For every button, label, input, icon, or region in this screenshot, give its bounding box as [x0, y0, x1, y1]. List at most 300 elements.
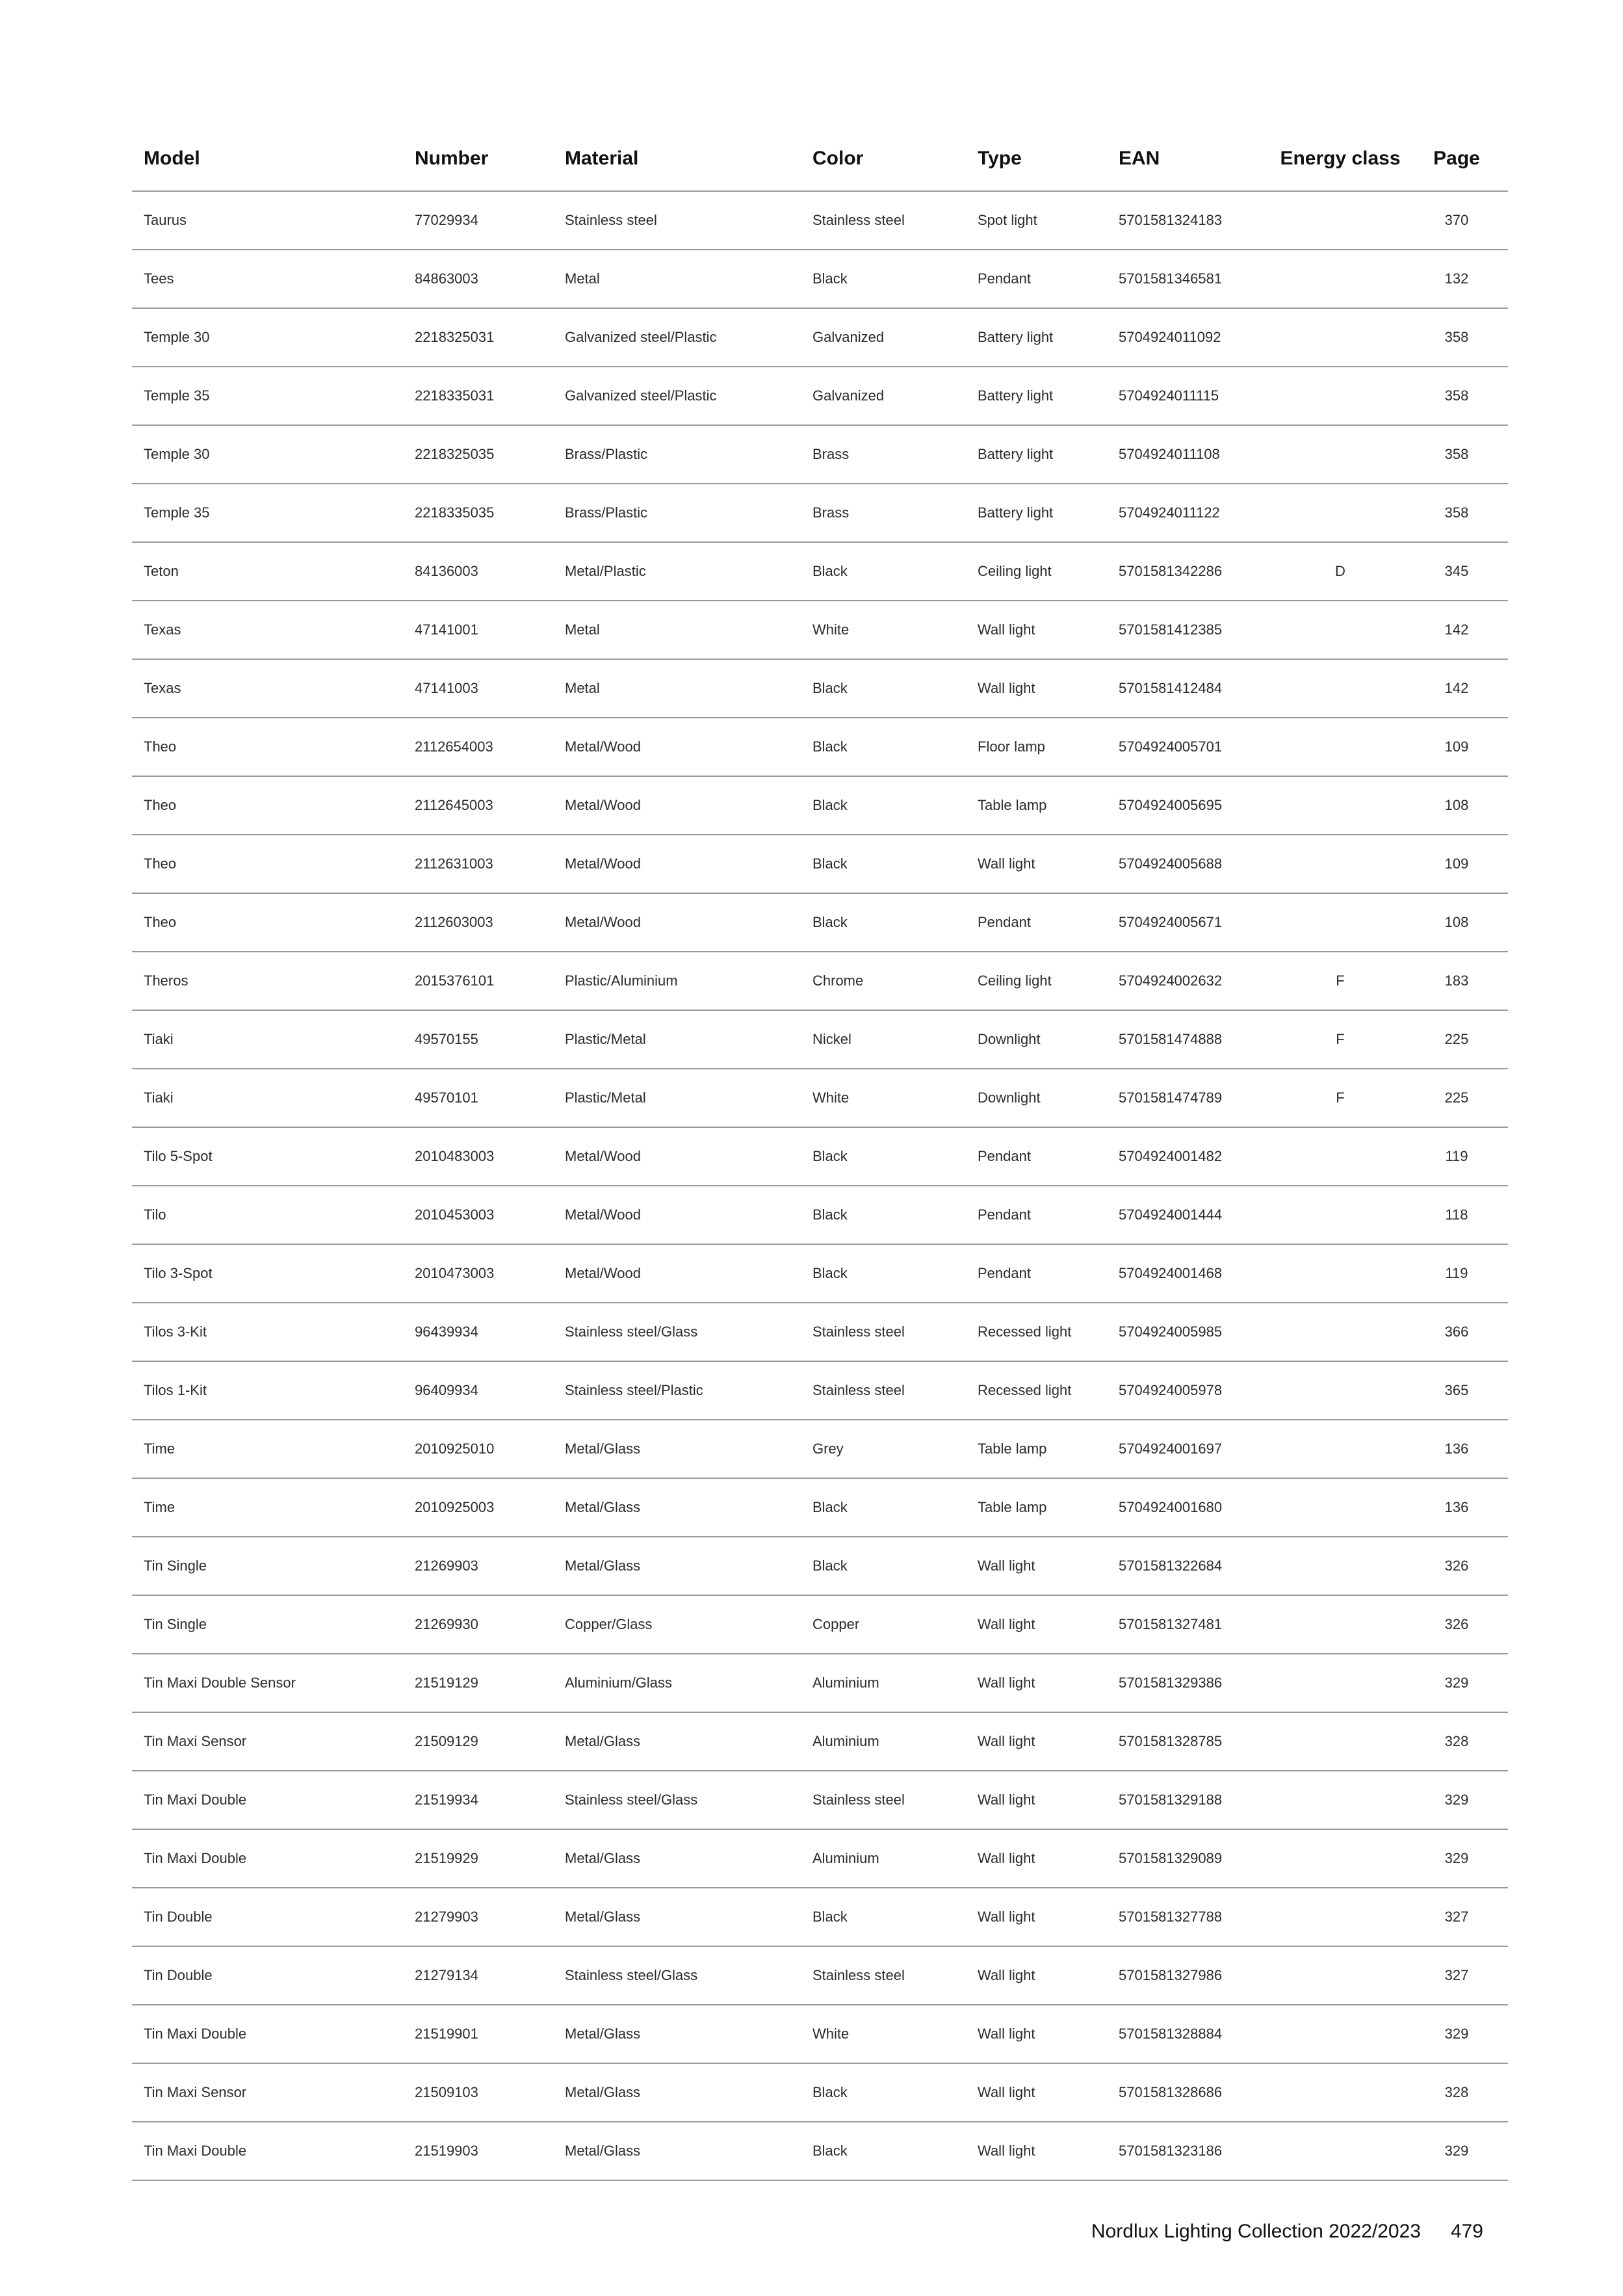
cell-ean: 5704924005695 [1107, 776, 1275, 835]
table-row [132, 1595, 1508, 1654]
cell-page: 142 [1405, 601, 1508, 659]
cell-color: Black [801, 835, 966, 893]
cell-color: Brass [801, 425, 966, 484]
cell-ean: 5701581327481 [1107, 1595, 1275, 1654]
cell-model: Tilos 3-Kit [132, 1303, 403, 1361]
cell-type: Wall light [966, 2063, 1107, 2122]
cell-page: 345 [1405, 542, 1508, 601]
cell-energy [1275, 893, 1405, 952]
page-footer [1091, 2221, 1483, 2243]
cell-energy: D [1275, 542, 1405, 601]
cell-material: Stainless steel/Glass [553, 1771, 801, 1829]
cell-color: Black [801, 1537, 966, 1595]
cell-number: 47141003 [403, 659, 553, 718]
cell-model: Tin Maxi Double [132, 2122, 403, 2180]
cell-type: Battery light [966, 367, 1107, 425]
cell-model: Tees [132, 250, 403, 308]
cell-ean: 5704924001697 [1107, 1420, 1275, 1478]
cell-material: Metal [553, 601, 801, 659]
cell-number: 21519129 [403, 1654, 553, 1712]
cell-ean: 5704924005978 [1107, 1361, 1275, 1420]
cell-energy [1275, 1654, 1405, 1712]
cell-model: Tilo [132, 1186, 403, 1244]
cell-model: Teton [132, 542, 403, 601]
table-row [132, 191, 1508, 250]
column-header-model: Model [132, 127, 403, 191]
cell-type: Battery light [966, 308, 1107, 367]
cell-energy [1275, 1537, 1405, 1595]
cell-material: Stainless steel/Glass [553, 1303, 801, 1361]
cell-color: Chrome [801, 952, 966, 1010]
cell-number: 84863003 [403, 250, 553, 308]
cell-color: Black [801, 2063, 966, 2122]
cell-number: 2218325035 [403, 425, 553, 484]
cell-ean: 5701581327788 [1107, 1888, 1275, 1946]
cell-page: 136 [1405, 1478, 1508, 1537]
cell-ean: 5704924005671 [1107, 893, 1275, 952]
cell-ean: 5701581412484 [1107, 659, 1275, 718]
cell-ean: 5704924011122 [1107, 484, 1275, 542]
cell-color: Stainless steel [801, 1361, 966, 1420]
cell-model: Theo [132, 718, 403, 776]
cell-color: White [801, 2005, 966, 2063]
cell-number: 2112631003 [403, 835, 553, 893]
table-row [132, 1888, 1508, 1946]
cell-color: Stainless steel [801, 1303, 966, 1361]
cell-type: Pendant [966, 250, 1107, 308]
cell-page: 329 [1405, 1829, 1508, 1888]
cell-page: 366 [1405, 1303, 1508, 1361]
cell-type: Wall light [966, 1829, 1107, 1888]
cell-type: Battery light [966, 425, 1107, 484]
cell-type: Wall light [966, 1712, 1107, 1771]
cell-material: Metal/Glass [553, 1829, 801, 1888]
table-row [132, 1946, 1508, 2005]
cell-ean: 5701581474888 [1107, 1010, 1275, 1069]
cell-ean: 5701581329386 [1107, 1654, 1275, 1712]
cell-material: Metal/Glass [553, 2063, 801, 2122]
cell-material: Metal/Glass [553, 2122, 801, 2180]
cell-energy [1275, 601, 1405, 659]
cell-color: Black [801, 776, 966, 835]
cell-material: Metal/Wood [553, 776, 801, 835]
cell-color: Black [801, 718, 966, 776]
cell-type: Table lamp [966, 1420, 1107, 1478]
cell-ean: 5701581327986 [1107, 1946, 1275, 2005]
cell-number: 2218335035 [403, 484, 553, 542]
cell-model: Tiaki [132, 1069, 403, 1127]
column-header-energy: Energy class [1275, 127, 1405, 191]
cell-color: Galvanized [801, 367, 966, 425]
cell-ean: 5701581324183 [1107, 191, 1275, 250]
cell-energy [1275, 191, 1405, 250]
cell-material: Copper/Glass [553, 1595, 801, 1654]
cell-material: Aluminium/Glass [553, 1654, 801, 1712]
cell-type: Downlight [966, 1010, 1107, 1069]
cell-page: 136 [1405, 1420, 1508, 1478]
cell-model: Tin Maxi Double [132, 2005, 403, 2063]
cell-model: Tin Single [132, 1595, 403, 1654]
cell-page: 225 [1405, 1069, 1508, 1127]
cell-color: Stainless steel [801, 1771, 966, 1829]
product-table [132, 127, 1508, 2181]
cell-type: Wall light [966, 1595, 1107, 1654]
cell-type: Ceiling light [966, 542, 1107, 601]
cell-model: Temple 30 [132, 308, 403, 367]
cell-model: Time [132, 1478, 403, 1537]
cell-energy [1275, 1829, 1405, 1888]
cell-type: Wall light [966, 1888, 1107, 1946]
cell-color: Grey [801, 1420, 966, 1478]
cell-material: Plastic/Aluminium [553, 952, 801, 1010]
cell-energy [1275, 1771, 1405, 1829]
cell-energy [1275, 718, 1405, 776]
cell-energy: F [1275, 1010, 1405, 1069]
cell-ean: 5701581322684 [1107, 1537, 1275, 1595]
cell-color: Black [801, 1478, 966, 1537]
table-row [132, 2005, 1508, 2063]
cell-page: 132 [1405, 250, 1508, 308]
cell-color: Black [801, 659, 966, 718]
cell-number: 2112603003 [403, 893, 553, 952]
cell-ean: 5704924005701 [1107, 718, 1275, 776]
cell-page: 327 [1405, 1888, 1508, 1946]
cell-number: 2010925010 [403, 1420, 553, 1478]
cell-material: Metal/Glass [553, 1712, 801, 1771]
table-row [132, 1654, 1508, 1712]
cell-number: 21279134 [403, 1946, 553, 2005]
cell-number: 2218325031 [403, 308, 553, 367]
cell-page: 358 [1405, 484, 1508, 542]
table-row [132, 1829, 1508, 1888]
cell-model: Tin Double [132, 1946, 403, 2005]
cell-number: 21519929 [403, 1829, 553, 1888]
cell-color: Black [801, 1244, 966, 1303]
cell-energy [1275, 1946, 1405, 2005]
cell-color: White [801, 1069, 966, 1127]
cell-type: Recessed light [966, 1361, 1107, 1420]
cell-energy [1275, 1186, 1405, 1244]
cell-ean: 5701581412385 [1107, 601, 1275, 659]
cell-material: Stainless steel [553, 191, 801, 250]
cell-model: Theo [132, 893, 403, 952]
table-row [132, 2122, 1508, 2180]
table-row [132, 776, 1508, 835]
cell-type: Table lamp [966, 1478, 1107, 1537]
cell-number: 2112654003 [403, 718, 553, 776]
cell-model: Tilo 5-Spot [132, 1127, 403, 1186]
cell-material: Plastic/Metal [553, 1010, 801, 1069]
cell-page: 119 [1405, 1244, 1508, 1303]
cell-color: Galvanized [801, 308, 966, 367]
cell-ean: 5701581328686 [1107, 2063, 1275, 2122]
cell-energy [1275, 484, 1405, 542]
cell-number: 84136003 [403, 542, 553, 601]
cell-material: Metal/Glass [553, 1888, 801, 1946]
cell-number: 2010483003 [403, 1127, 553, 1186]
cell-material: Metal/Plastic [553, 542, 801, 601]
table-row [132, 1537, 1508, 1595]
cell-ean: 5704924001444 [1107, 1186, 1275, 1244]
cell-type: Wall light [966, 1654, 1107, 1712]
cell-type: Wall light [966, 2122, 1107, 2180]
cell-material: Metal/Wood [553, 893, 801, 952]
cell-energy [1275, 308, 1405, 367]
cell-page: 365 [1405, 1361, 1508, 1420]
cell-type: Wall light [966, 1537, 1107, 1595]
cell-type: Pendant [966, 1127, 1107, 1186]
cell-material: Metal/Glass [553, 1420, 801, 1478]
cell-number: 2010453003 [403, 1186, 553, 1244]
cell-energy [1275, 835, 1405, 893]
table-header-row [132, 127, 1508, 191]
cell-model: Time [132, 1420, 403, 1478]
table-row [132, 425, 1508, 484]
cell-type: Floor lamp [966, 718, 1107, 776]
cell-model: Tilos 1-Kit [132, 1361, 403, 1420]
table-row [132, 1712, 1508, 1771]
cell-model: Temple 35 [132, 484, 403, 542]
cell-number: 96409934 [403, 1361, 553, 1420]
cell-energy [1275, 2063, 1405, 2122]
table-row [132, 2063, 1508, 2122]
cell-ean: 5701581328884 [1107, 2005, 1275, 2063]
cell-page: 329 [1405, 1654, 1508, 1712]
cell-type: Pendant [966, 1244, 1107, 1303]
cell-type: Wall light [966, 835, 1107, 893]
table-row [132, 1771, 1508, 1829]
table-row [132, 367, 1508, 425]
cell-color: Black [801, 1186, 966, 1244]
cell-model: Temple 35 [132, 367, 403, 425]
cell-color: Black [801, 250, 966, 308]
cell-type: Ceiling light [966, 952, 1107, 1010]
table-row [132, 1069, 1508, 1127]
cell-color: Stainless steel [801, 1946, 966, 2005]
footer-title: Nordlux Lighting Collection 2022/2023 [1091, 2221, 1421, 2242]
cell-material: Plastic/Metal [553, 1069, 801, 1127]
cell-number: 21279903 [403, 1888, 553, 1946]
cell-material: Galvanized steel/Plastic [553, 367, 801, 425]
table-row [132, 1361, 1508, 1420]
cell-number: 21509129 [403, 1712, 553, 1771]
cell-model: Temple 30 [132, 425, 403, 484]
cell-material: Stainless steel/Glass [553, 1946, 801, 2005]
cell-model: Tin Maxi Sensor [132, 2063, 403, 2122]
cell-number: 2010473003 [403, 1244, 553, 1303]
table-row [132, 952, 1508, 1010]
cell-ean: 5701581346581 [1107, 250, 1275, 308]
table-row [132, 1127, 1508, 1186]
cell-model: Tin Maxi Sensor [132, 1712, 403, 1771]
table-row [132, 1010, 1508, 1069]
cell-color: Aluminium [801, 1712, 966, 1771]
cell-energy: F [1275, 1069, 1405, 1127]
table-row [132, 893, 1508, 952]
cell-material: Metal/Wood [553, 1127, 801, 1186]
cell-model: Texas [132, 659, 403, 718]
cell-ean: 5704924011115 [1107, 367, 1275, 425]
cell-number: 47141001 [403, 601, 553, 659]
cell-number: 96439934 [403, 1303, 553, 1361]
cell-material: Metal/Glass [553, 1537, 801, 1595]
cell-type: Pendant [966, 1186, 1107, 1244]
cell-color: White [801, 601, 966, 659]
cell-page: 329 [1405, 1771, 1508, 1829]
table-row [132, 1478, 1508, 1537]
cell-type: Recessed light [966, 1303, 1107, 1361]
cell-ean: 5704924005985 [1107, 1303, 1275, 1361]
cell-material: Metal/Glass [553, 2005, 801, 2063]
cell-material: Metal/Glass [553, 1478, 801, 1537]
cell-color: Aluminium [801, 1654, 966, 1712]
cell-energy [1275, 1595, 1405, 1654]
table-row [132, 835, 1508, 893]
cell-color: Black [801, 1888, 966, 1946]
page-number: 479 [1450, 2221, 1483, 2242]
cell-energy [1275, 659, 1405, 718]
table-row [132, 542, 1508, 601]
cell-color: Brass [801, 484, 966, 542]
cell-page: 328 [1405, 2063, 1508, 2122]
table-row [132, 601, 1508, 659]
cell-energy [1275, 2122, 1405, 2180]
cell-model: Theo [132, 835, 403, 893]
cell-energy [1275, 1712, 1405, 1771]
cell-ean: 5704924011092 [1107, 308, 1275, 367]
column-header-ean: EAN [1107, 127, 1275, 191]
cell-ean: 5701581329188 [1107, 1771, 1275, 1829]
cell-page: 358 [1405, 425, 1508, 484]
cell-color: Aluminium [801, 1829, 966, 1888]
cell-model: Tin Single [132, 1537, 403, 1595]
table-row [132, 1303, 1508, 1361]
cell-number: 21269930 [403, 1595, 553, 1654]
cell-ean: 5704924001468 [1107, 1244, 1275, 1303]
cell-type: Wall light [966, 2005, 1107, 2063]
cell-page: 329 [1405, 2005, 1508, 2063]
cell-number: 2112645003 [403, 776, 553, 835]
table-row [132, 1420, 1508, 1478]
cell-color: Black [801, 1127, 966, 1186]
column-header-type: Type [966, 127, 1107, 191]
table-row [132, 484, 1508, 542]
cell-number: 49570155 [403, 1010, 553, 1069]
cell-page: 119 [1405, 1127, 1508, 1186]
cell-model: Tin Maxi Double [132, 1829, 403, 1888]
cell-ean: 5704924011108 [1107, 425, 1275, 484]
cell-ean: 5701581329089 [1107, 1829, 1275, 1888]
cell-energy [1275, 1420, 1405, 1478]
column-header-page: Page [1405, 127, 1508, 191]
cell-type: Battery light [966, 484, 1107, 542]
cell-type: Wall light [966, 1946, 1107, 2005]
column-header-number: Number [403, 127, 553, 191]
cell-color: Black [801, 2122, 966, 2180]
cell-ean: 5704924005688 [1107, 835, 1275, 893]
cell-page: 370 [1405, 191, 1508, 250]
table-body [132, 191, 1508, 2180]
cell-number: 21509103 [403, 2063, 553, 2122]
cell-model: Tin Maxi Double [132, 1771, 403, 1829]
cell-ean: 5704924001680 [1107, 1478, 1275, 1537]
cell-type: Wall light [966, 659, 1107, 718]
cell-page: 108 [1405, 776, 1508, 835]
cell-color: Stainless steel [801, 191, 966, 250]
cell-page: 142 [1405, 659, 1508, 718]
cell-energy [1275, 1361, 1405, 1420]
cell-page: 326 [1405, 1537, 1508, 1595]
cell-page: 327 [1405, 1946, 1508, 2005]
cell-ean: 5701581328785 [1107, 1712, 1275, 1771]
cell-material: Brass/Plastic [553, 425, 801, 484]
cell-energy [1275, 1127, 1405, 1186]
cell-ean: 5704924002632 [1107, 952, 1275, 1010]
cell-type: Pendant [966, 893, 1107, 952]
cell-model: Theo [132, 776, 403, 835]
cell-model: Texas [132, 601, 403, 659]
cell-page: 109 [1405, 835, 1508, 893]
cell-energy: F [1275, 952, 1405, 1010]
table-row [132, 659, 1508, 718]
cell-number: 21519903 [403, 2122, 553, 2180]
cell-page: 118 [1405, 1186, 1508, 1244]
cell-material: Brass/Plastic [553, 484, 801, 542]
cell-material: Metal/Wood [553, 1186, 801, 1244]
column-header-material: Material [553, 127, 801, 191]
cell-energy [1275, 1888, 1405, 1946]
cell-energy [1275, 2005, 1405, 2063]
table-row [132, 250, 1508, 308]
cell-type: Table lamp [966, 776, 1107, 835]
cell-ean: 5704924001482 [1107, 1127, 1275, 1186]
cell-ean: 5701581474789 [1107, 1069, 1275, 1127]
cell-page: 358 [1405, 308, 1508, 367]
cell-material: Metal/Wood [553, 718, 801, 776]
cell-ean: 5701581342286 [1107, 542, 1275, 601]
cell-energy [1275, 367, 1405, 425]
cell-type: Wall light [966, 1771, 1107, 1829]
cell-energy [1275, 1303, 1405, 1361]
cell-number: 2218335031 [403, 367, 553, 425]
cell-type: Downlight [966, 1069, 1107, 1127]
cell-color: Copper [801, 1595, 966, 1654]
cell-model: Tin Maxi Double Sensor [132, 1654, 403, 1712]
column-header-color: Color [801, 127, 966, 191]
cell-model: Taurus [132, 191, 403, 250]
cell-number: 77029934 [403, 191, 553, 250]
cell-energy [1275, 1478, 1405, 1537]
cell-number: 21519934 [403, 1771, 553, 1829]
cell-number: 21269903 [403, 1537, 553, 1595]
cell-energy [1275, 1244, 1405, 1303]
cell-page: 358 [1405, 367, 1508, 425]
cell-energy [1275, 425, 1405, 484]
cell-energy [1275, 776, 1405, 835]
cell-material: Stainless steel/Plastic [553, 1361, 801, 1420]
cell-page: 183 [1405, 952, 1508, 1010]
table-row [132, 308, 1508, 367]
cell-energy [1275, 250, 1405, 308]
cell-type: Wall light [966, 601, 1107, 659]
cell-page: 329 [1405, 2122, 1508, 2180]
cell-page: 109 [1405, 718, 1508, 776]
cell-number: 21519901 [403, 2005, 553, 2063]
cell-material: Metal [553, 659, 801, 718]
cell-page: 108 [1405, 893, 1508, 952]
cell-material: Metal/Wood [553, 1244, 801, 1303]
cell-material: Galvanized steel/Plastic [553, 308, 801, 367]
